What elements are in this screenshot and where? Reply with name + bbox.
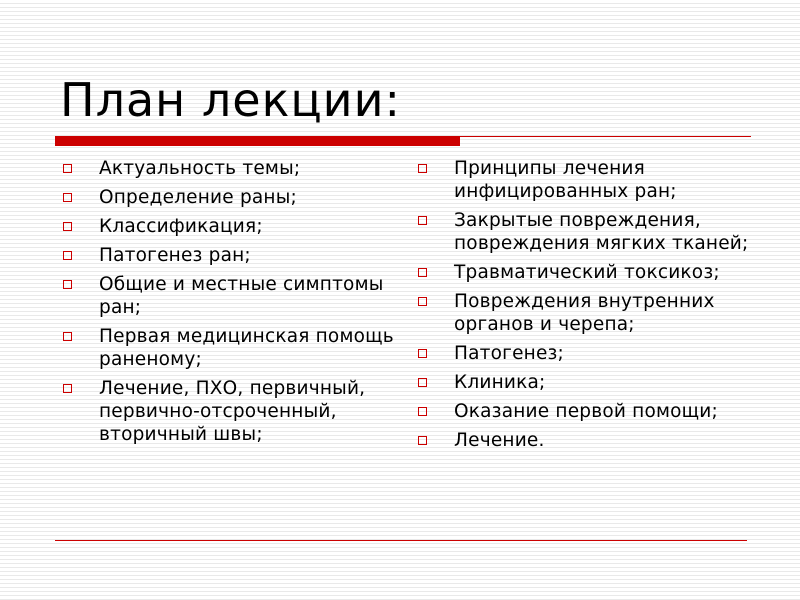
- list-item-text: Классификация;: [99, 216, 263, 237]
- title-underline: [55, 136, 751, 137]
- list-item: [415, 290, 755, 336]
- list-item: [415, 371, 755, 394]
- list-item-text: Повреждения внутренних органов и черепа;: [454, 291, 715, 335]
- list-item: [60, 157, 400, 180]
- list-item: [415, 342, 755, 365]
- list-item: [60, 273, 400, 319]
- hollow-square-bullet-icon: [418, 164, 427, 173]
- hollow-square-bullet-icon: [418, 378, 427, 387]
- list-item-text: Лечение, ПХО, первичный, первично-отсроченный, вторичный швы;: [99, 378, 366, 445]
- list-item-text: Клиника;: [454, 372, 546, 393]
- hollow-square-bullet-icon: [418, 268, 427, 277]
- list-item-text: Определение раны;: [99, 187, 297, 208]
- list-item-text: Травматический токсикоз;: [454, 262, 720, 283]
- list-item: [60, 377, 400, 446]
- list-item: [415, 429, 755, 452]
- list-item-text: Закрытые повреждения, повреждения мягких тканей;: [454, 210, 749, 254]
- list-item-text: Патогенез ран;: [99, 245, 251, 266]
- list-item: [60, 186, 400, 209]
- hollow-square-bullet-icon: [63, 384, 72, 393]
- list-item-text: Общие и местные симптомы ран;: [99, 274, 384, 318]
- hollow-square-bullet-icon: [63, 222, 72, 231]
- list-item-text: Патогенез;: [454, 343, 564, 364]
- list-item-text: Первая медицинская помощь раненому;: [99, 326, 394, 370]
- title-accent-bar: [55, 137, 460, 146]
- list-item: [415, 157, 755, 203]
- hollow-square-bullet-icon: [63, 164, 72, 173]
- hollow-square-bullet-icon: [63, 332, 72, 341]
- list-item: [415, 261, 755, 284]
- hollow-square-bullet-icon: [418, 349, 427, 358]
- list-item: [415, 209, 755, 255]
- list-item-text: Принципы лечения инфицированных ран;: [454, 158, 677, 202]
- hollow-square-bullet-icon: [63, 193, 72, 202]
- right-bullet-list: [415, 157, 755, 458]
- list-item-text: Актуальность темы;: [99, 158, 301, 179]
- slide-title: План лекции:: [60, 73, 401, 127]
- list-item: [415, 400, 755, 423]
- hollow-square-bullet-icon: [418, 297, 427, 306]
- hollow-square-bullet-icon: [63, 251, 72, 260]
- bottom-divider: [55, 540, 747, 541]
- hollow-square-bullet-icon: [418, 407, 427, 416]
- left-bullet-list: [60, 157, 400, 452]
- list-item-text: Оказание первой помощи;: [454, 401, 718, 422]
- list-item: [60, 215, 400, 238]
- list-item-text: Лечение.: [454, 430, 545, 451]
- hollow-square-bullet-icon: [63, 280, 72, 289]
- list-item: [60, 244, 400, 267]
- hollow-square-bullet-icon: [418, 216, 427, 225]
- list-item: [60, 325, 400, 371]
- hollow-square-bullet-icon: [418, 436, 427, 445]
